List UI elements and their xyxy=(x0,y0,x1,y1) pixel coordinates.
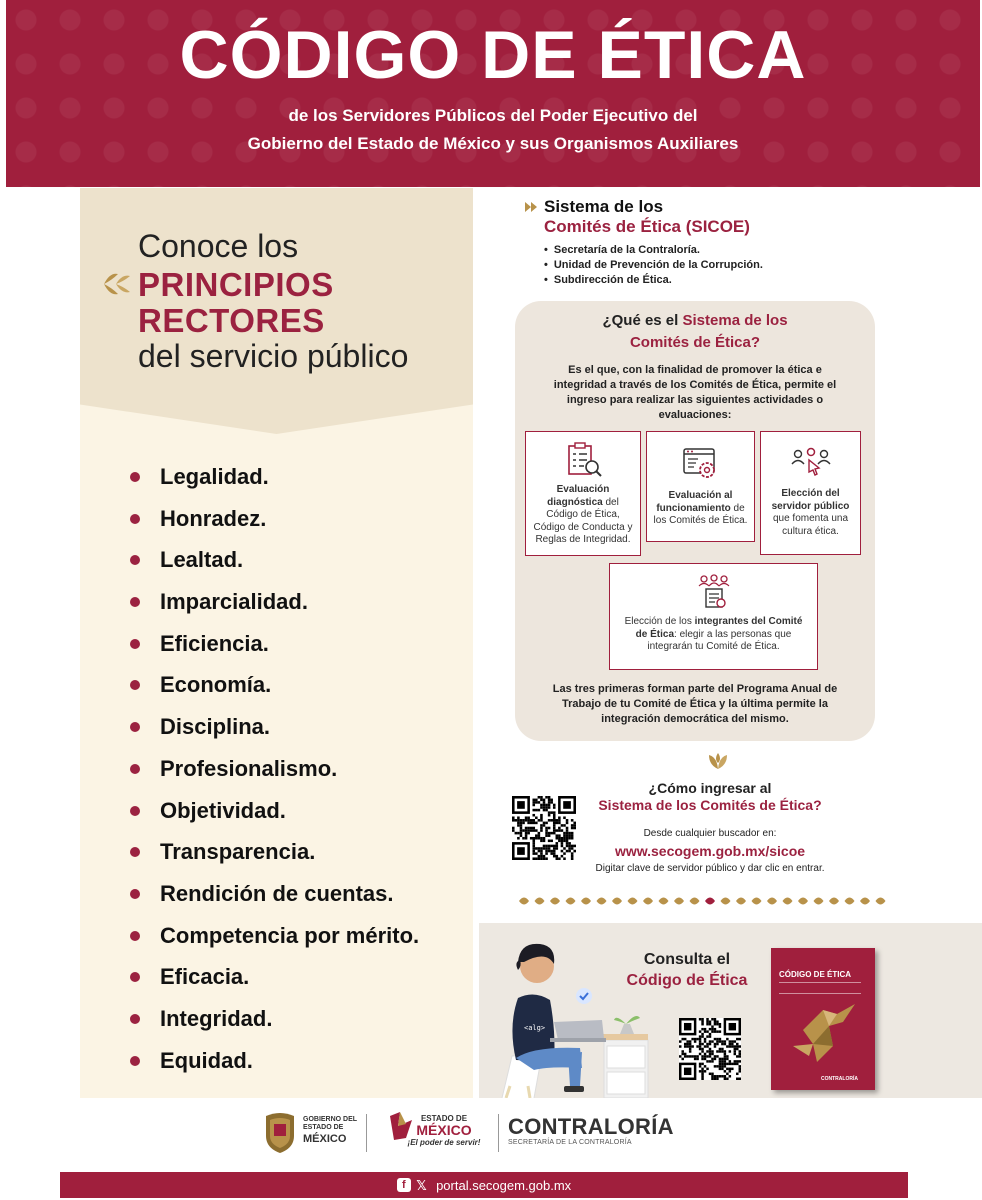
como-instruction: Digitar clave de servidor público y dar clic en entrar. xyxy=(595,863,825,874)
list-item: Honradez. xyxy=(128,505,419,547)
card-text: Evaluación diagnóstica del Código de Ética, Código de Conducta y Reglas de Integridad. xyxy=(533,484,633,545)
list-item: • Subdirección de Ética. xyxy=(544,274,763,289)
card-eleccion-integrantes xyxy=(609,563,818,670)
list-item: Legalidad. xyxy=(128,463,419,505)
list-item: Objetividad. xyxy=(128,797,419,839)
list-item: Transparencia. xyxy=(128,838,419,880)
laptop-sticker: <alg> xyxy=(524,1024,546,1032)
card-text: Elección del servidor público que fomenta una cultura ética. xyxy=(771,488,850,537)
sicoe-heading xyxy=(524,197,750,237)
list-item: Equidad. xyxy=(128,1047,419,1089)
list-item: Lealtad. xyxy=(128,546,419,588)
card-evaluacion-diagnostica xyxy=(525,431,641,556)
card-eleccion-servidor xyxy=(760,431,861,555)
coat-of-arms-icon xyxy=(262,1110,298,1154)
sicoe-qr-code[interactable] xyxy=(512,796,576,860)
list-item: Profesionalismo. xyxy=(128,755,419,797)
como-highlight: Sistema de los Comités de Ética? xyxy=(598,797,822,813)
sicoe-title-line1: Sistema de los xyxy=(544,197,664,216)
que-es-description: Es el que, con la finalidad de promover la ética e integridad a través de los Comités de Ética, permite el ingreso para realizar las siguientes actividades o evaluaciones: xyxy=(553,364,837,421)
checklist-magnifier-icon xyxy=(563,442,603,478)
que-es-highlight-2: Comités de Ética? xyxy=(629,334,761,351)
contraloria-logo: CONTRALORÍA SECRETARÍA DE LA CONTRALORÍA xyxy=(508,1114,674,1146)
como-url-link[interactable]: www.secogem.gob.mx/sicoe xyxy=(614,843,806,859)
codigo-etica-book-cover xyxy=(771,948,875,1090)
principles-highlight-2: RECTORES xyxy=(138,302,325,339)
list-item: • Unidad de Prevención de la Corrupción. xyxy=(544,259,763,274)
gear-window-icon xyxy=(681,446,721,482)
list-item: Rendición de cuentas. xyxy=(128,880,419,922)
chevron-right-icon xyxy=(524,201,538,213)
list-item: Economía. xyxy=(128,671,419,713)
principles-intro: Conoce los xyxy=(138,228,299,264)
leaf-icon xyxy=(102,270,132,298)
list-item: Competencia por mérito. xyxy=(128,922,419,964)
group-document-icon xyxy=(698,574,730,608)
hummingbird-icon xyxy=(783,1000,867,1066)
consulta-heading xyxy=(600,951,774,990)
como-hint: Desde cualquier buscador en: xyxy=(643,828,777,839)
page-title: CÓDIGO DE ÉTICA xyxy=(179,17,807,93)
que-es-footer: Las tres primeras forman parte del Programa Anual de Trabajo de tu Comité de Ética y la última permite la integración democrática del mismo. xyxy=(552,683,838,725)
estado-logo-text: ESTADO DE MÉXICO ¡El poder de servir! xyxy=(407,1114,481,1147)
list-item: Eficiencia. xyxy=(128,630,419,672)
principles-outro: del servicio público xyxy=(138,338,409,374)
list-item: Imparcialidad. xyxy=(128,588,419,630)
book-brand: CONTRALORÍA xyxy=(821,1076,858,1082)
que-es-highlight-1: Sistema de los xyxy=(682,312,788,329)
codigo-qr-code[interactable] xyxy=(679,1018,741,1080)
consulta-line2: Código de Ética xyxy=(626,972,748,989)
list-item: Eficacia. xyxy=(128,963,419,1005)
card-text: Evaluación al funcionamiento de los Comités de Ética. xyxy=(653,490,748,526)
list-item: Integridad. xyxy=(128,1005,419,1047)
principles-list xyxy=(128,463,419,1088)
consulta-line1: Consulta el xyxy=(643,951,731,968)
sicoe-title-line2: Comités de Ética (SICOE) xyxy=(544,217,750,236)
que-es-question-line1: ¿Qué es el Sistema de los xyxy=(602,312,788,329)
que-es-box xyxy=(515,301,875,741)
header-banner xyxy=(6,0,980,187)
book-subtitle-lines xyxy=(779,982,861,994)
header-subtitle-line2: Gobierno del Estado de México y sus Organismos Auxiliares xyxy=(247,134,739,153)
people-pointer-icon xyxy=(790,446,832,476)
leaf-icon xyxy=(707,751,729,771)
facebook-icon[interactable]: f xyxy=(397,1178,411,1192)
gobierno-logo-text: GOBIERNO DEL ESTADO DE MÉXICO xyxy=(303,1116,358,1145)
portal-url-link[interactable]: portal.secogem.gob.mx xyxy=(436,1177,572,1193)
ornament-divider xyxy=(518,894,892,908)
book-title: CÓDIGO DE ÉTICA xyxy=(779,970,852,979)
list-item: • Secretaría de la Contraloría. xyxy=(544,244,763,259)
bottom-bar xyxy=(60,1172,908,1198)
header-subtitle-line1: de los Servidores Públicos del Poder Ejecutivo del xyxy=(288,106,698,125)
como-ingresar xyxy=(580,780,840,874)
logo-divider xyxy=(498,1114,499,1152)
list-item: Disciplina. xyxy=(128,713,419,755)
que-es-question-line2 xyxy=(515,334,875,351)
card-text: Elección de los integrantes del Comité de Ética: elegir a las personas que integrarán tu Comité de Ética. xyxy=(624,616,803,652)
principles-panel xyxy=(80,188,473,1098)
card-evaluacion-funcionamiento xyxy=(646,431,755,542)
sicoe-list xyxy=(544,244,763,289)
x-icon[interactable]: 𝕏 xyxy=(416,1177,427,1193)
como-question: ¿Cómo ingresar al xyxy=(648,780,772,796)
logo-divider xyxy=(366,1114,367,1152)
principles-highlight-1: PRINCIPIOS xyxy=(138,266,334,303)
